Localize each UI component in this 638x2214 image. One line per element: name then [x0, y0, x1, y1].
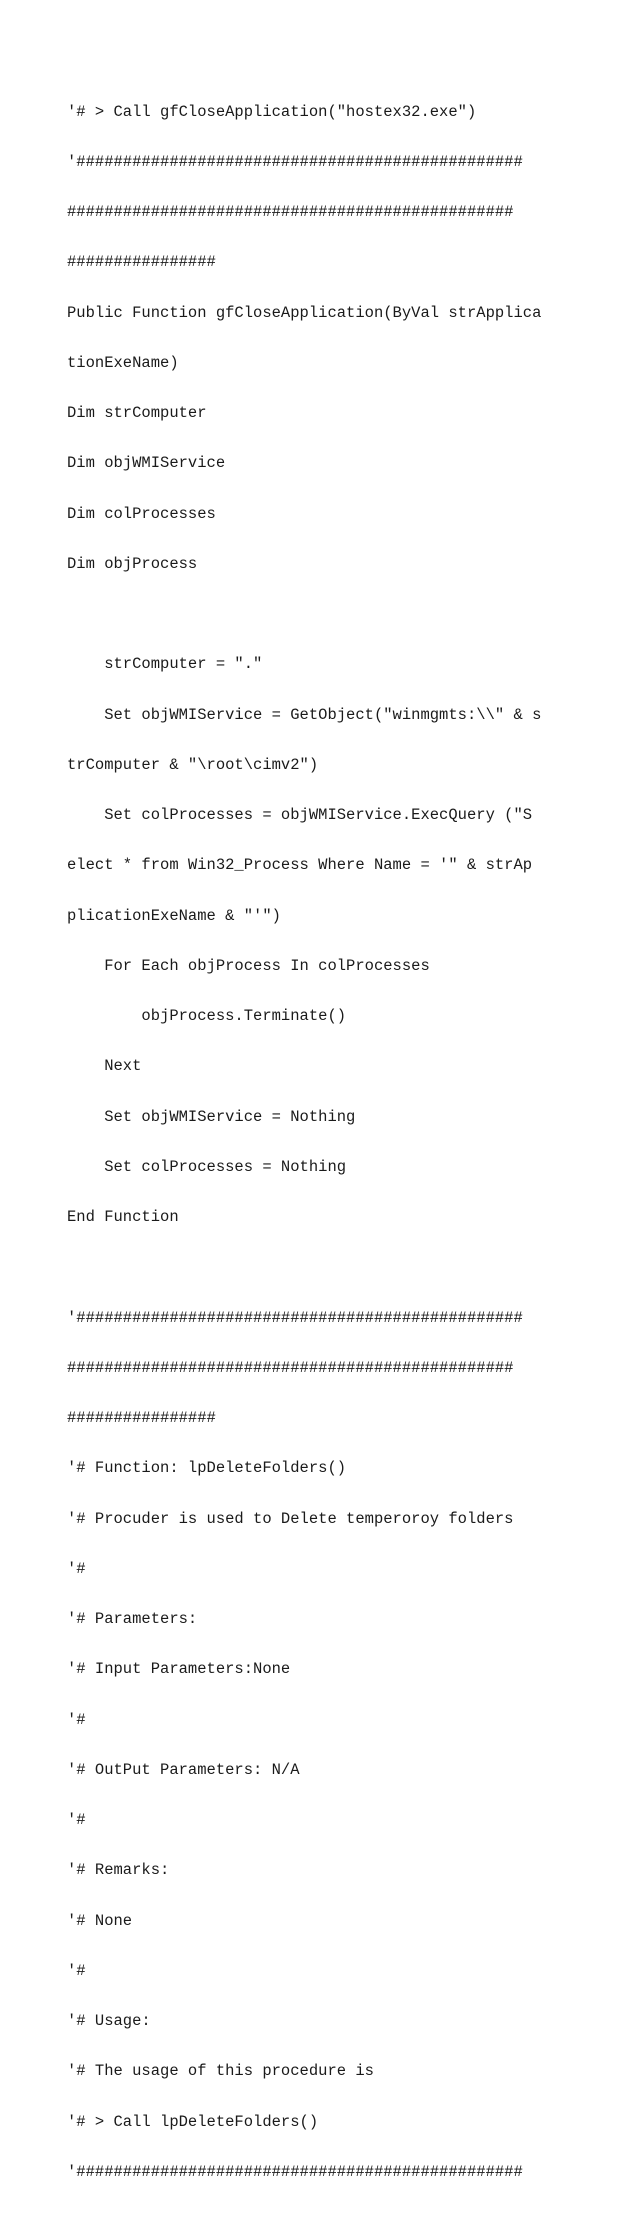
code-line: For Each objProcess In colProcesses — [67, 956, 430, 975]
function-declaration-line: tionExeName) — [67, 353, 179, 372]
code-listing — [67, 70, 587, 2214]
separator-line: ################################################ — [67, 203, 514, 221]
code-line: Dim objProcess — [67, 554, 198, 573]
comment-line: '# Parameters: — [67, 1610, 198, 1628]
blank-line — [67, 606, 587, 623]
separator-line: ################ — [67, 253, 216, 272]
code-line: Set colProcesses = objWMIService.ExecQuery ("S — [67, 806, 533, 824]
comment-line: '# OutPut Parameters: N/A — [67, 1760, 300, 1779]
comment-line: '# > Call lpDeleteFolders() — [67, 2112, 319, 2131]
separator-line: '################################################ — [67, 1308, 523, 1327]
comment-line: '# The usage of this procedure is — [67, 2062, 374, 2081]
comment-line: '# > Call gfCloseApplication("hostex32.exe") — [67, 102, 477, 121]
blank-line — [67, 1259, 587, 1276]
code-line: elect * from Win32_Process Where Name = '" & strAp — [67, 856, 533, 875]
code-line: plicationExeName & "'") — [67, 906, 281, 925]
code-line: Set objWMIService = GetObject("winmgmts:\\" & s — [67, 705, 542, 724]
comment-line: '# Remarks: — [67, 1861, 170, 1880]
comment-line: '# Procuder is used to Delete temperoroy folders — [67, 1509, 514, 1528]
comment-line: '# Input Parameters:None — [67, 1660, 291, 1679]
code-line: End Function — [67, 1208, 179, 1226]
comment-line: '# Function: lpDeleteFolders() — [67, 1459, 347, 1478]
code-line: strComputer = "." — [67, 655, 263, 674]
separator-line: ################################################ — [67, 1358, 514, 1377]
code-line: objProcess.Terminate() — [67, 1007, 347, 1025]
code-line: Dim colProcesses — [67, 504, 216, 523]
separator-line: '################################################ — [67, 2162, 523, 2181]
comment-line: '# — [67, 1710, 86, 1729]
separator-line: ################ — [67, 1409, 216, 1427]
code-line: Set objWMIService = Nothing — [67, 1107, 356, 1126]
comment-line: '# — [67, 1961, 86, 1980]
comment-line: '# None — [67, 1911, 133, 1930]
code-line: Set colProcesses = Nothing — [67, 1157, 347, 1176]
separator-line: '################################################ — [67, 152, 523, 171]
function-declaration-line: Public Function gfCloseApplication(ByVal strApplica — [67, 303, 542, 322]
comment-line: '# Usage: — [67, 2012, 151, 2030]
code-line: Next — [67, 1057, 142, 1076]
comment-line: '# — [67, 1811, 86, 1829]
code-line: trComputer & "\root\cimv2") — [67, 755, 319, 774]
comment-line: '# — [67, 1559, 86, 1578]
code-line: Dim objWMIService — [67, 454, 226, 473]
code-line: Dim strComputer — [67, 404, 207, 422]
